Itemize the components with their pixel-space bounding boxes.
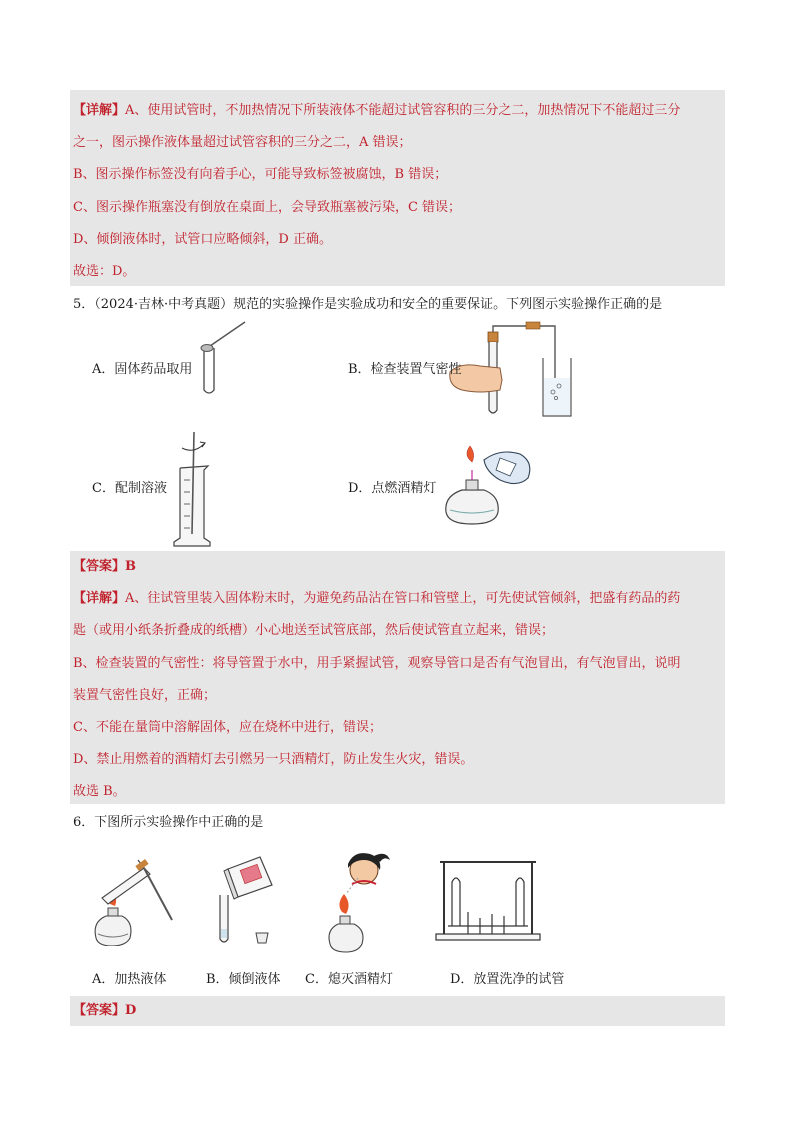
q5-detail-line-4: 装置气密性良好，正确；	[73, 688, 217, 703]
q6-option-a: A．加热液体	[92, 972, 167, 987]
detail-line-5: D、倾倒液体时，试管口应略倾斜，D 正确。	[73, 232, 332, 247]
q5-detail-line-1: 【详解】A、往试管里装入固体粉末时，为避免药品沾在管口和管壁上，可先使试管倾斜，把盛有药品的药	[73, 591, 681, 606]
q5-detail-line-6: D、禁止用燃着的酒精灯去引燃另一只酒精灯，防止发生火灾，错误。	[73, 752, 474, 767]
q5-stem: 5．（2024·吉林·中考真题）规范的实验操作是实验成功和安全的重要保证。下列图示实验操作正确的是	[73, 297, 663, 312]
q5-option-d: D．点燃酒精灯	[348, 481, 437, 496]
q5-figure-solid-sampling	[190, 318, 260, 398]
answer-block-q6	[70, 996, 725, 1026]
detail-line-6: 故选：D。	[73, 264, 136, 279]
q5-detail-line-2: 匙（或用小纸条折叠成的纸槽）小心地送至试管底部，然后使试管直立起来，错误；	[73, 623, 555, 638]
detail-line-1: 【详解】A、使用试管时，不加热情况下所装液体不能超过试管容积的三分之二，加热情况下不能超过三分	[73, 103, 681, 118]
q5-answer: 【答案】B	[73, 559, 137, 574]
q6-option-c: C．熄灭酒精灯	[305, 972, 393, 987]
q6-stem: 6．下图所示实验操作中正确的是	[73, 815, 264, 830]
q5-detail-line-5: C、不能在量筒中溶解固体，应在烧杯中进行，错误；	[73, 720, 382, 735]
detail-line-2: 之一，图示操作液体量超过试管容积的三分之二，A 错误；	[73, 135, 412, 150]
q5-figure-lamp-lighting	[440, 440, 540, 528]
q6-option-b: B．倾倒液体	[206, 972, 281, 987]
q5-option-c: C．配制溶液	[92, 481, 167, 496]
detail-line-3: B、图示操作标签没有向着手心，可能导致标签被腐蚀，B 错误；	[73, 167, 448, 182]
detail-block-q4	[70, 90, 725, 286]
q5-detail-line-7: 故选 B。	[73, 784, 126, 799]
q6-figure-test-tube-rack	[434, 856, 542, 942]
q6-figure-heating-liquid	[88, 858, 176, 946]
q6-answer: 【答案】D	[73, 1003, 137, 1018]
q5-figure-cylinder	[170, 430, 220, 548]
q5-detail-line-3: B、检查装置的气密性：将导管置于水中，用手紧握试管，观察导管口是否有气泡冒出，有气泡冒出，说明	[73, 656, 681, 671]
q6-option-d: D．放置洗净的试管	[450, 972, 565, 987]
q5-option-b: B．检查装置气密性	[348, 362, 462, 377]
q5-option-a: A．固体药品取用	[92, 362, 193, 377]
q6-figure-blowing-lamp	[324, 848, 408, 954]
detail-line-4: C、图示操作瓶塞没有倒放在桌面上，会导致瓶塞被污染，C 错误；	[73, 200, 462, 215]
q6-figure-pouring-liquid	[212, 855, 284, 945]
